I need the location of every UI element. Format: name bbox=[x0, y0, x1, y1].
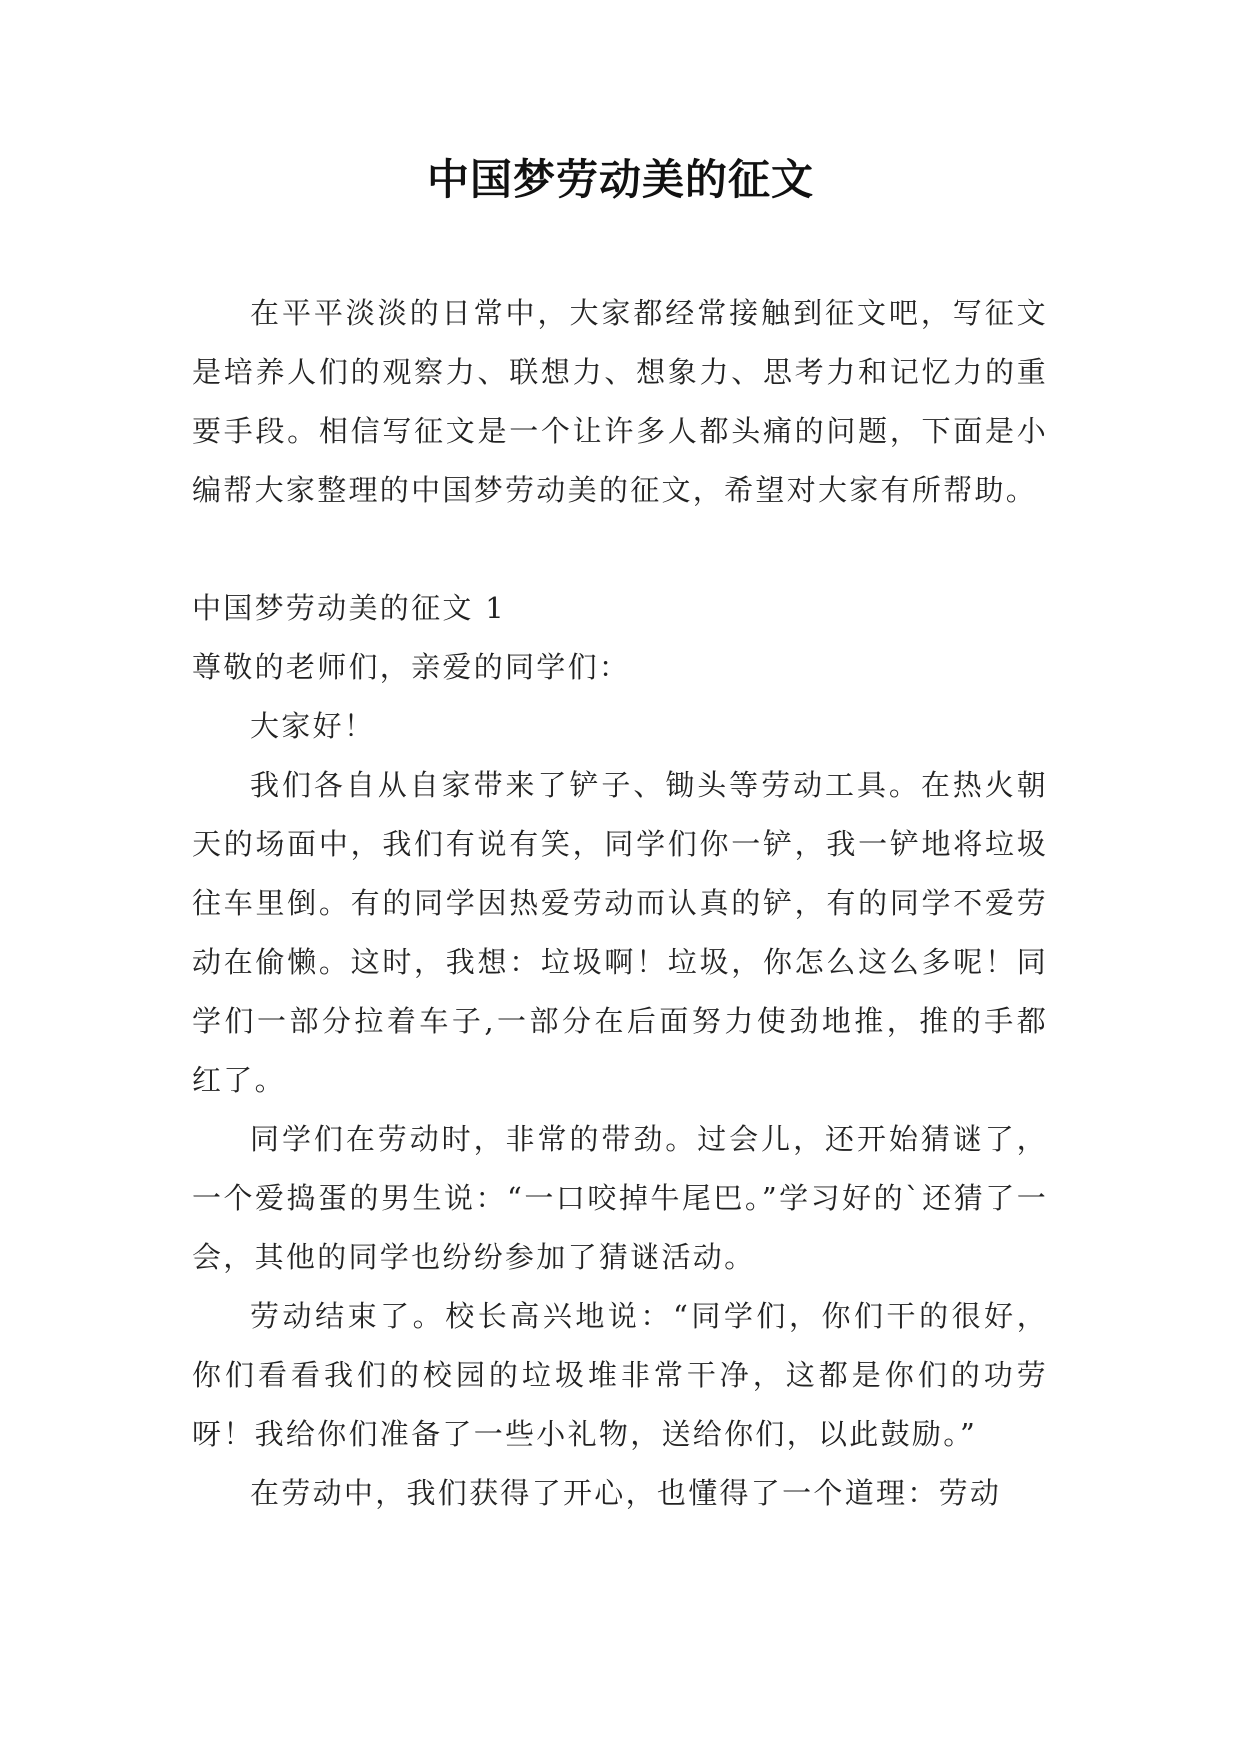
body-paragraph: 同学们在劳动时，非常的带劲。过会儿，还开始猜谜了，一个爱捣蛋的男生说：“一口咬掉牛尾巴。”学习好的`还猜了一会，其他的同学也纷纷参加了猜谜活动。 bbox=[192, 1122, 1048, 1274]
intro-paragraph: 在平平淡淡的日常中，大家都经常接触到征文吧，写征文是培养人们的观察力、联想力、想象力、思考力和记忆力的重要手段。相信写征文是一个让许多人都头痛的问题，下面是小编帮大家整理的中国梦劳动美的征文，希望对大家有所帮助。 bbox=[192, 296, 1048, 507]
greeting: 大家好！ bbox=[250, 709, 376, 743]
paragraph-spacer bbox=[192, 520, 1048, 579]
section-heading: 中国梦劳动美的征文 1 bbox=[192, 591, 506, 625]
body-paragraph: 我们各自从自家带来了铲子、锄头等劳动工具。在热火朝天的场面中，我们有说有笑，同学们你一铲，我一铲地将垃圾往车里倒。有的同学因热爱劳动而认真的铲，有的同学不爱劳动在偷懒。这时，我想：垃圾啊！垃圾，你怎么这么多呢！同学们一部分拉着车子,一部分在后面努力使劲地推，推的手都红了。 bbox=[192, 768, 1048, 1097]
body-paragraph: 劳动结束了。校长高兴地说：“同学们，你们干的很好，你们看看我们的校园的垃圾堆非常干净，这都是你们的功劳呀！我给你们准备了一些小礼物，送给你们，以此鼓励。” bbox=[192, 1299, 1048, 1451]
salutation: 尊敬的老师们，亲爱的同学们： bbox=[192, 650, 631, 684]
document-title: 中国梦劳动美的征文 bbox=[426, 155, 814, 204]
document-body bbox=[192, 284, 1048, 1523]
body-paragraph: 在劳动中，我们获得了开心，也懂得了一个道理：劳动 bbox=[250, 1476, 1002, 1510]
